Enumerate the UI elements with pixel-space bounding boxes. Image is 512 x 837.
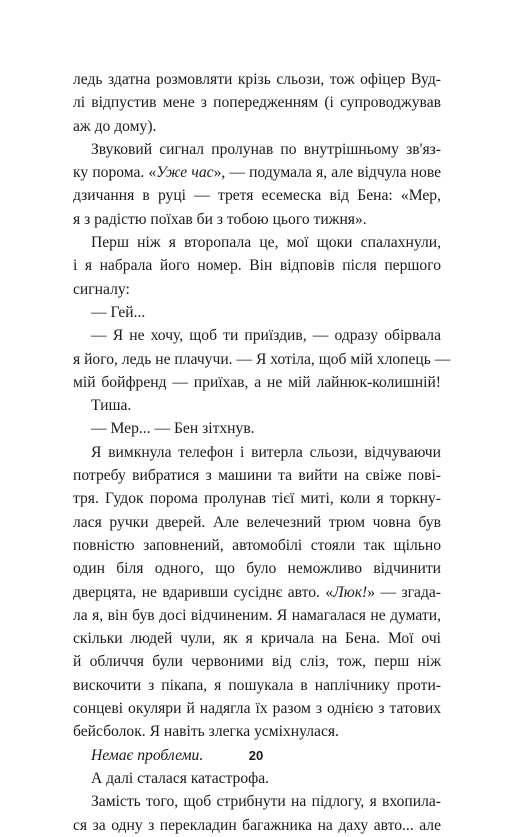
text-line: я його, ледь не плачучи. — Я хотіла, щоб мій хлопець — — [73, 350, 451, 368]
text-line: Тиша. — [91, 397, 132, 415]
text-line: тря. Гудок порома пролунав тієї миті, коли я торкну- — [73, 490, 441, 508]
text-line: потребу вибратися з машини та вийти на свіже пові- — [73, 467, 441, 485]
text-line: я з радістю поїхав би з тобою цього тижня». — [73, 210, 367, 228]
body-text — [73, 68, 451, 837]
text-line: бейсболок. Я навіть злегка усміхнулася. — [73, 723, 339, 741]
text-line: Немає проблеми. — [91, 746, 204, 764]
text-line: А далі сталася катастрофа. — [91, 769, 270, 787]
text-line: вискочити з пікапа, я пошукала в наплічнику проти- — [73, 676, 441, 694]
text-line: сонцеві окуляри й надягла їх разом з однією з татових — [73, 700, 441, 718]
text-line: ла я, він був досі відчиненим. Я намагалася не думати, — [73, 606, 441, 624]
text-line: — Гей... — [91, 303, 146, 321]
text-line: скільки людей чули, як я кричала на Бена. Мої очі — [73, 630, 441, 648]
page-number: 20 — [248, 748, 264, 763]
text-line: повністю заповнений, автомобілі стояли так щільно — [73, 536, 441, 554]
text-line: ся за одну з перекладин багажника на даху авто... але — [73, 816, 441, 834]
text-line: сигналу: — [73, 280, 130, 298]
text-line: ледь здатна розмовляти крізь сльози, тож офіцер Вуд- — [73, 71, 441, 88]
text-line: — Мер... — Бен зітхнув. — [91, 420, 255, 438]
text-line: дверцята, не вдаривши сусіднє авто. «Люк!» — згада- — [73, 583, 441, 601]
text-line: ку порома. «Уже час», — подумала я, але відчула нове — [73, 164, 442, 182]
text-line: Я вимкнула телефон і витерла сльози, відчуваючи — [91, 443, 441, 461]
text-line: мій бойфренд — приїхав, а не мій лайнюк-колишній! — [73, 373, 441, 391]
text-line: і я набрала його номер. Він відповів після першого — [73, 257, 441, 275]
text-line: лі відпустив мене з попередженням (і супроводжував — [73, 94, 441, 112]
text-line: — Я не хочу, щоб ти приїздив, — одразу обірвала — [91, 327, 441, 345]
text-line: Звуковий сигнал пролунав по внутрішньому зв'яз- — [91, 140, 441, 158]
text-line: й обличчя були червоними від сліз, тож, перш ніж — [73, 653, 441, 671]
text-line: Перш ніж я второпала це, мої щоки спалахнули, — [91, 234, 441, 252]
text-line: Замість того, щоб стрибнути на підлогу, я вхопила- — [91, 793, 441, 811]
text-line: дзичання в руці — третя есемеска від Бена: «Мер, — [73, 187, 441, 205]
text-line: аж до дому). — [73, 117, 157, 135]
text-line: лася ручки дверей. Але велечезний трюм човна був — [73, 513, 441, 531]
text-line: один біля одного, що було неможливо відчинити — [73, 560, 441, 578]
